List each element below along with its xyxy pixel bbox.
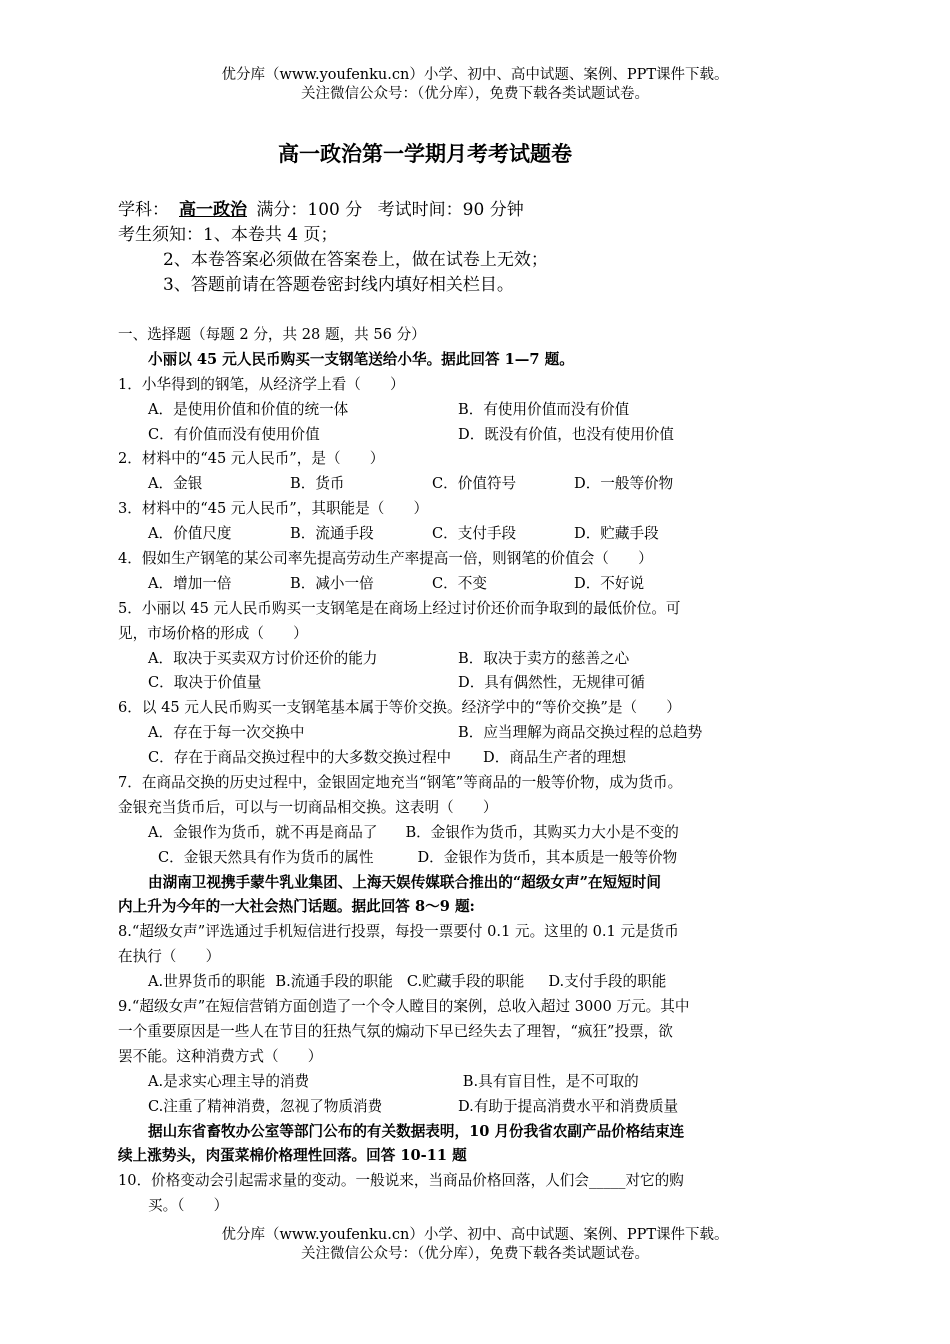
options-row [118,1070,768,1095]
question-stem: 6．以 45 元人民币购买一支钢笔基本属于等价交换。经济学中的“等价交换”是（ ） [118,699,681,717]
question-stem: 10．价格变动会引起需求量的变动。一般说来，当商品价格回落，人们会_____对它的购 [118,1172,684,1190]
question-stem: 4．假如生产钢笔的某公司率先提高劳动生产率提高一倍，则钢笔的价值会（ ） [118,550,653,568]
question-stem-cont: 买。（ ） [148,1197,229,1215]
question-4 [118,547,768,597]
question-section [118,323,768,1219]
option-d: D.支付手段的职能 [548,973,667,991]
section-heading: 一、选择题（每题 2 分，共 28 题，共 56 分） [118,326,426,343]
option-b: B．取决于卖方的慈善之心 [458,649,630,667]
options-row [118,647,768,672]
subject-value: 高一政治 [179,200,247,220]
options-row [118,746,768,771]
option-d: D．商品生产者的理想 [483,749,627,767]
subject-label: 学科： [118,200,169,220]
question-stem: 5．小丽以 45 元人民币购买一支钢笔是在商场上经过讨价还价而争取到的最低价位。可 [118,599,681,617]
options-row [118,572,768,597]
notice-1: 考生须知：1、本卷共 4 页； [118,225,338,245]
options-row [118,522,768,547]
option-d: D．不好说 [574,574,645,592]
question-stem: 1．小华得到的钢笔，从经济学上看（ ） [118,375,405,393]
options-row [118,472,768,497]
option-b: B．金银作为货币，其购买力大小是不变的 [405,823,679,841]
option-d: D．金银作为货币，其本质是一般等价物 [417,848,678,866]
options-row [118,1095,768,1120]
material-intro-3: 据山东省畜牧办公室等部门公布的有关数据表明，10 月份我省农副产品价格结束连 [148,1122,685,1140]
option-c: C．支付手段 [432,525,517,543]
options-row [118,423,768,448]
option-a: A．增加一倍 [148,574,232,592]
question-stem-cont: 罢不能。这种消费方式（ ） [118,1047,323,1065]
option-d: D.有助于提高消费水平和消费质量 [458,1097,679,1115]
options-row [118,671,768,696]
page-header [0,66,950,104]
options-row [118,398,768,423]
option-c: C．有价值而没有使用价值 [148,425,320,443]
subject-line [118,198,548,223]
question-7 [118,771,768,871]
options-row [118,970,768,995]
option-d: D．贮藏手段 [574,525,659,543]
option-b: B.具有盲目性，是不可取的 [462,1072,639,1090]
options-row [118,846,768,871]
option-a: A.世界货币的职能 [148,973,266,991]
option-b: B．流通手段 [290,525,374,543]
option-c: C．金银天然具有作为货币的属性 [158,848,374,866]
material-intro-3-cont: 续上涨势头，肉蛋菜棉价格理性回落。回答 10-11 题 [118,1147,467,1165]
question-6 [118,696,768,771]
option-c: C．价值符号 [432,475,517,493]
exam-time: 考试时间：90 分钟 [377,200,524,220]
question-stem-cont: 在执行（ ） [118,948,221,966]
question-1 [118,373,768,448]
options-row [118,721,768,746]
footer-line-2: 关注微信公众号：（优分库），免费下载各类试题试卷。 [301,1246,649,1262]
page-footer [0,1226,950,1264]
option-a: A．金银作为货币，就不再是商品了 [148,823,378,841]
exam-title: 高一政治第一学期月考考试题卷 [278,142,572,166]
question-stem-cont: 金银充当货币后，可以与一切商品相交换。这表明（ ） [118,798,498,816]
option-c: C．取决于价值量 [148,674,262,692]
question-stem: 3．材料中的“45 元人民币”，其职能是（ ） [118,500,429,518]
option-b: B．有使用价值而没有价值 [458,400,630,418]
material-intro-2-cont: 内上升为今年的一大社会热门话题。据此回答 8～9 题: [118,898,475,916]
option-c: C.贮藏手段的职能 [406,973,525,991]
option-d: D．一般等价物 [574,475,674,493]
question-stem: 7．在商品交换的历史过程中，金银固定地充当“钢笔”等商品的一般等价物，成为货币。 [118,774,683,792]
question-stem-cont: 一个重要原因是一些人在节目的狂热气氛的煽动下早已经失去了理智，“疯狂”投票，欲 [118,1022,673,1040]
notice-2: 2、本卷答案必须做在答案卷上，做在试卷上无效； [163,250,548,270]
option-a: A．存在于每一次交换中 [148,724,305,742]
option-c: C．存在于商品交换过程中的大多数交换过程中 [148,749,452,767]
header-line-1: 优分库（www.youfenku.cn）小学、初中、高中试题、案例、PPT课件下载。 [221,67,729,83]
option-d: D．既没有价值，也没有使用价值 [458,425,675,443]
option-b: B．货币 [290,475,345,493]
option-b: B．减小一倍 [290,574,374,592]
question-9 [118,995,768,1119]
option-b: B．应当理解为商品交换过程的总趋势 [458,724,703,742]
option-a: A.是求实心理主导的消费 [148,1072,310,1090]
question-5 [118,597,768,697]
question-8 [118,920,768,995]
question-3 [118,497,768,547]
notice-3: 3、答题前请在答题卷密封线内填好相关栏目。 [163,275,514,295]
question-stem-cont: 见，市场价格的形成（ ） [118,624,308,642]
material-intro-2: 由湖南卫视携手蒙牛乳业集团、上海天娱传媒联合推出的“超级女声”在短短时间 [148,873,661,891]
option-d: D．具有偶然性，无规律可循 [458,674,645,692]
option-a: A．金银 [148,475,203,493]
question-stem: 2．材料中的“45 元人民币”，是（ ） [118,450,385,468]
options-row [118,821,768,846]
question-2 [118,447,768,497]
question-stem: 9.“超级女声”在短信营销方面创造了一个令人瞠目的案例，总收入超过 3000 万元。其中 [118,998,690,1016]
option-a: A．取决于买卖双方讨价还价的能力 [148,649,378,667]
option-b: B.流通手段的职能 [275,973,393,991]
option-c: C.注重了精神消费，忽视了物质消费 [148,1097,383,1115]
option-a: A．是使用价值和价值的统一体 [148,400,349,418]
question-10 [118,1169,768,1219]
question-stem: 8.“超级女声”评选通过手机短信进行投票，每投一票要付 0.1 元。这里的 0.1 元是货币 [118,923,679,941]
option-a: A．价值尺度 [148,525,232,543]
exam-info [118,198,548,298]
header-line-2: 关注微信公众号：（优分库），免费下载各类试题试卷。 [301,86,649,102]
material-intro-1: 小丽以 45 元人民币购买一支钢笔送给小华。据此回答 1—7 题。 [148,350,574,368]
full-score: 满分：100 分 [256,200,363,220]
footer-line-1: 优分库（www.youfenku.cn）小学、初中、高中试题、案例、PPT课件下载。 [221,1227,729,1243]
option-c: C．不变 [432,574,487,592]
